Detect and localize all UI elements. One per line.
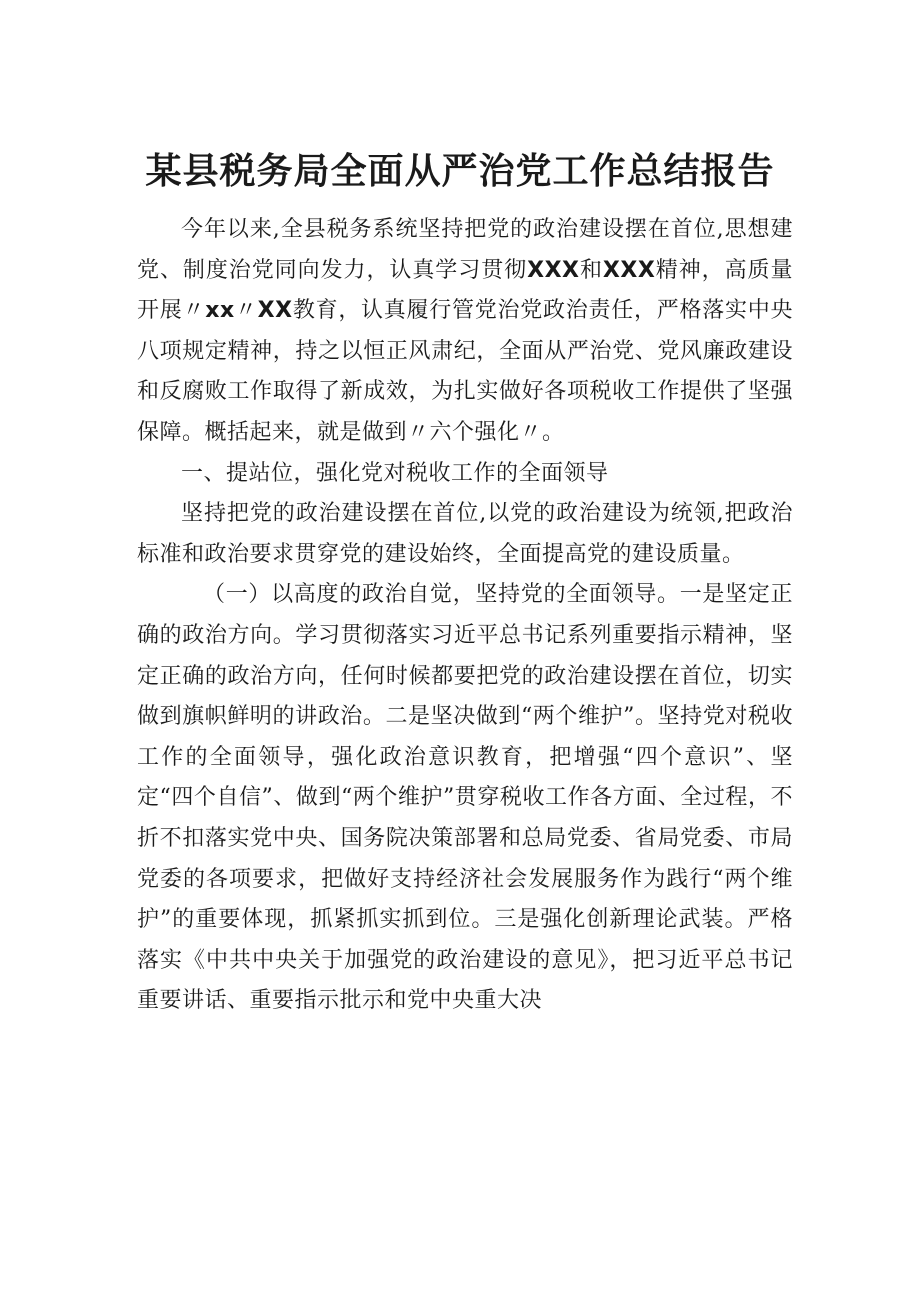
intro-text-4: 〃 — [234, 298, 258, 324]
intro-text-1: 今年以来,全县税务系统坚持把党的政治建设摆在首位,思想建党、制度治党同向发力，认真学习贯彻 — [137, 217, 793, 283]
section-1-heading: 一、提站位，强化党对税收工作的全面领导 — [181, 460, 609, 486]
intro-text-5: 教育，认真履行管党治党政治责任，严格落实中央八项规定精神，持之以恒正风肃纪，全面从严治党、党风廉政建设和反腐败工作取得了新成效，为扎实做好各项税收工作提供了坚强保障。概括起来，就是做到〃六个强化〃。 — [137, 298, 793, 445]
intro-bold-2: XXX — [602, 257, 656, 283]
intro-text-3: 精神，高质量开展〃 — [137, 257, 793, 324]
document-body — [137, 210, 793, 1022]
intro-bold-3: xx — [205, 298, 235, 324]
intro-text-2: 和 — [579, 257, 603, 283]
section-1-paragraph: 坚持把党的政治建设摆在首位,以党的政治建设为统领,把政治标准和政治要求贯穿党的建设始终，全面提高党的建设质量。 — [137, 501, 793, 567]
subsection-1-paragraph: （一）以高度的政治自觉，坚持党的全面领导。一是坚定正确的政治方向。学习贯彻落实习近平总书记系列重要指示精神，坚定正确的政治方向，任何时候都要把党的政治建设摆在首位，切实做到旗帜鲜明的讲政治。二是坚决做到“两个维护”。坚持党对税收工作的全面领导，强化政治意识教育，把增强“四个意识”、坚定“四个自信”、做到“两个维护”贯穿税收工作各方面、全过程，不折不扣落实党中央、国务院决策部署和总局党委、省局党委、市局党委的各项要求，把做好支持经济社会发展服务作为践行“两个维护”的重要体现，抓紧抓实抓到位。三是强化创新理论武装。严格落实《中共中央关于加强党的政治建设的意见》，把习近平总书记重要讲话、重要指示批示和党中央重大决 — [137, 582, 793, 1014]
document-title: 某县税务局全面从严治党工作总结报告 — [145, 151, 775, 192]
intro-bold-1: XXX — [527, 257, 580, 283]
intro-bold-4: XX — [257, 298, 293, 324]
intro-paragraph — [137, 210, 793, 454]
